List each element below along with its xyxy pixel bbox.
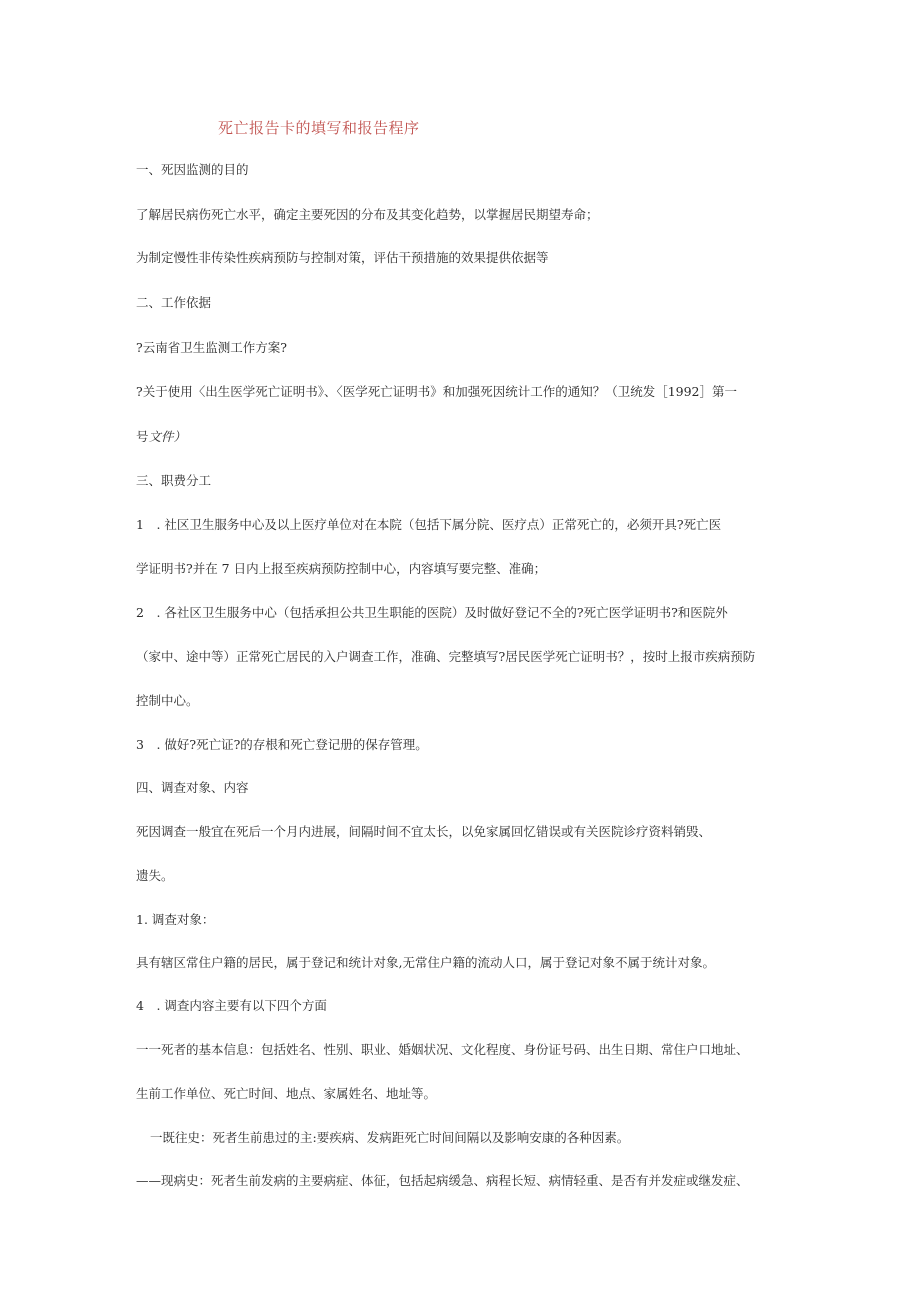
paragraph-line: 学证明书?并在 7 日内上报至疾病预防控制中心，内容填写要完整、准确； (136, 561, 547, 576)
paragraph-line: 控制中心。 (136, 693, 199, 708)
paragraph-line: 具有辖区常住户籍的居民，属于登记和统计对象,无常住户籍的流动人口，属于登记对象不属于统计对象。 (136, 955, 715, 970)
paragraph-line: 生前工作单位、死亡时间、地点、家属姓名、地址等。 (136, 1086, 437, 1101)
paragraph-line: 1 . 社区卫生服务中心及以上医疗单位对在本院（包括下属分院、医疗点）正常死亡的，必须开具?死亡医 (136, 517, 722, 532)
paragraph-line (136, 429, 186, 445)
paragraph-line: 为制定慢性非传染性疾病预防与控制对策，评估干预措施的效果提供依据等 (136, 250, 549, 265)
paragraph-line: 一一死者的基本信息：包括姓名、性别、职业、婚姻状况、文化程度、身份证号码、出生日期、常住户口地址、 (136, 1042, 749, 1057)
paragraph-line: 一既往史：死者生前患过的主:要疾病、发病距死亡时间间隔以及影响安康的各种因素。 (150, 1130, 630, 1145)
section-heading-basis: 二、工作依据 (136, 295, 212, 310)
section-heading-purpose: 一、死因监测的目的 (136, 162, 249, 177)
paragraph-line: 4 . 调查内容主要有以下四个方面 (136, 998, 327, 1013)
document-title: 死亡报告卡的填写和报告程序 (218, 119, 420, 137)
paragraph-line: 遗失。 (136, 868, 174, 883)
section-heading-subjects: 四、调查对象、内容 (136, 780, 249, 795)
paragraph-line: 2 . 各社区卫生服务中心（包括承担公共卫生职能的医院）及时做好登记不全的?死亡医学证明书?和医院外 (136, 605, 728, 620)
paragraph-line: 3 . 做好?死亡证?的存根和死亡登记册的保存管理。 (136, 737, 428, 752)
paragraph-line: 1. 调查对象： (136, 912, 215, 927)
section-heading-duties: 三、职费分工 (136, 473, 212, 488)
paragraph-line: ?关于使用〈出生医学死亡证明书》、〈医学死亡证明书》和加强死因统计工作的通知？（卫统发［1992］第一 (136, 384, 738, 399)
paragraph-fragment-italic: 文件） (148, 429, 187, 444)
paragraph-line: （家中、途中等）正常死亡居民的入户调查工作，准确、完整填写?居民医学死亡证明书？，按时上报市疾病预防 (136, 649, 756, 664)
paragraph-fragment: 号 (136, 429, 149, 444)
paragraph-line: ?云南省卫生监测工作方案? (136, 340, 287, 355)
paragraph-line: 死因调查一般宜在死后一个月内进展，间隔时间不宜太长，以免家属回忆错误或有关医院诊疗资料销毁、 (136, 824, 712, 839)
paragraph-line: ——现病史：死者生前发病的主要病症、体征，包括起病缓急、病程长短、病情轻重、是否有并发症或继发症、 (136, 1173, 749, 1188)
paragraph-line: 了解居民病伤死亡水平，确定主要死因的分布及其变化趋势，以掌握居民期望寿命； (136, 207, 599, 222)
